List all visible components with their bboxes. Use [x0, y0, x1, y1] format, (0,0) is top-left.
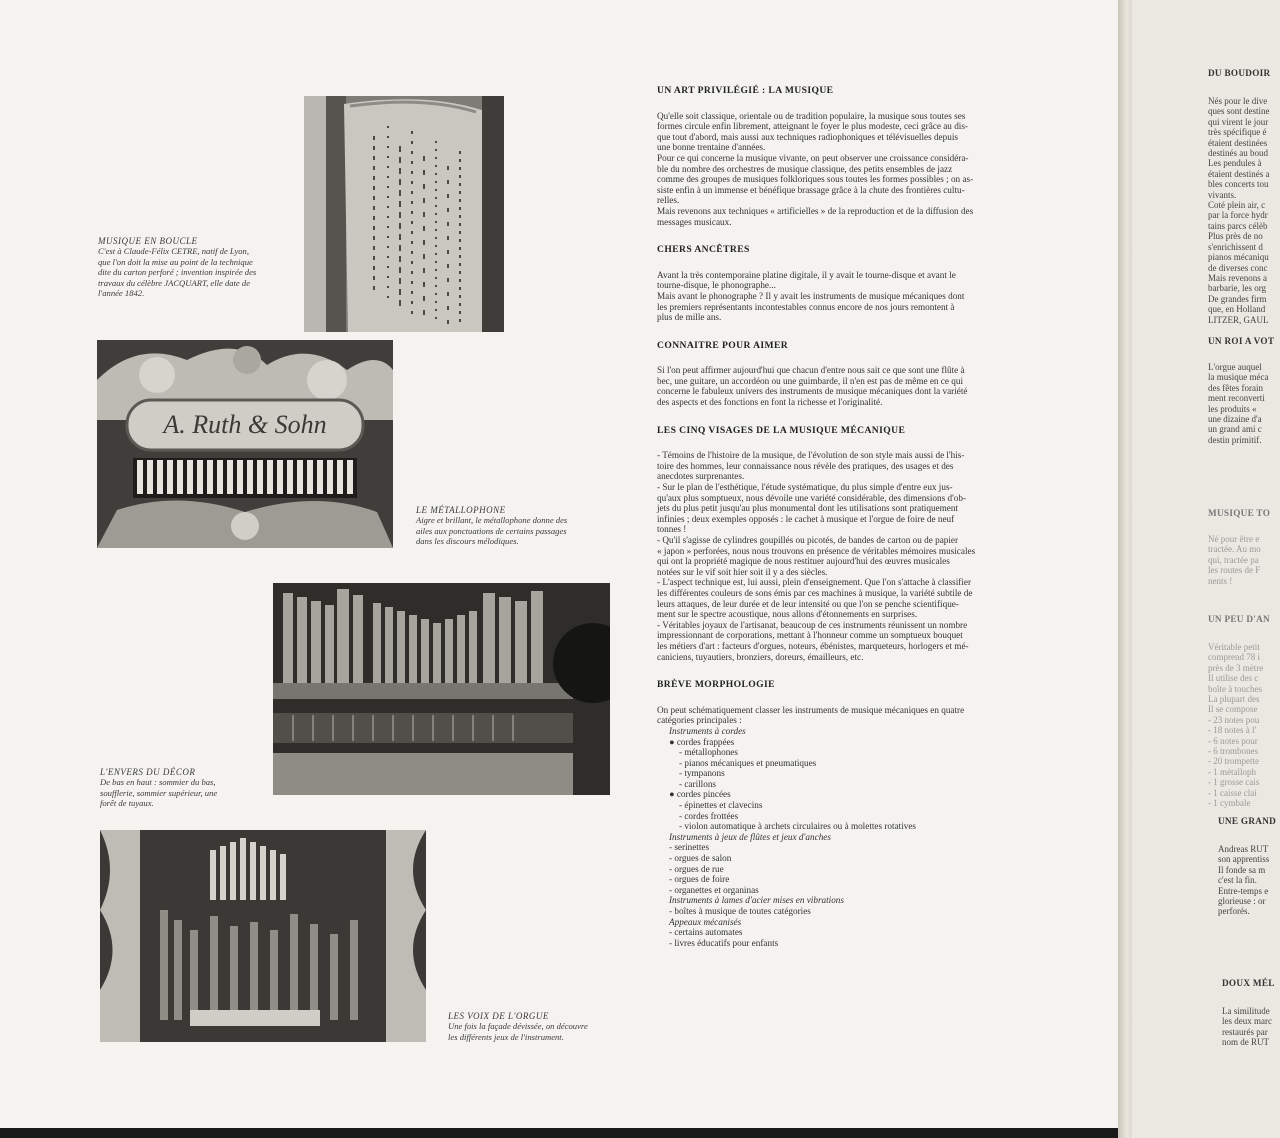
section-heading: CHERS ANCÊTRES: [657, 244, 750, 256]
rp-line: pianos mécaniqu: [1208, 252, 1269, 263]
rp-line: Il fonde sa m: [1218, 864, 1266, 875]
rp-line: - 20 trompette: [1208, 756, 1259, 767]
caption-metallophone: LE MÉTALLOPHONE Aigre et brillant, le métallophone donne des ailes aux ponctuations de certains passages dans les discours mélodiques.: [416, 505, 568, 547]
rp-line: De grandes firm: [1208, 293, 1267, 304]
rp-line: qui virent le jour: [1208, 116, 1269, 127]
rp-line: - 1 cymbale: [1208, 798, 1251, 809]
rp-line: très spécifique é: [1208, 127, 1267, 138]
page-gutter: [1118, 0, 1132, 1138]
rp-line: glorieuse : or: [1218, 896, 1266, 907]
rp-line: - 1 grosse cais: [1208, 777, 1260, 788]
rp-line: destin primitif.: [1208, 434, 1262, 445]
rp-line: étaient destinées: [1208, 137, 1268, 148]
rp-line: - 1 métalloph: [1208, 766, 1256, 777]
section-heading: UN ART PRIVILÉGIÉ : LA MUSIQUE: [657, 85, 834, 96]
section-breve-morphologie: BRÈVE MORPHOLOGIE On peut schématiquement classer les instruments de musique mécaniques en quatre catégories principales : Instruments à cordes ● cordes frappées - métallophones - pianos mécaniques et pneumatiques - tympanons - carillons ● cordes pincées - épinettes et clavecins - cordes frottées - violon automatique à archets circulaires ou à molettes rotatives Instruments à jeux de flûtes et jeux d'anches - serinettes - orgues de salon - orgues de rue - orgues de foire - organettes et organinas Instruments à lames d'acier mises en vibrations - boîtes à musique de toutes catégories Appeaux mécanisés - certains automates - livres éducatifs pour enfants: [657, 680, 1103, 948]
rp-line: Il utilise des c: [1208, 673, 1259, 684]
rp-line: Plus près de no: [1208, 231, 1263, 242]
rp-heading-grand: UNE GRAND: [1218, 816, 1277, 826]
rp-line: par la force hydr: [1208, 210, 1268, 221]
bullet-item: ● cordes pincées: [669, 789, 731, 800]
rp-line: ques sont destine: [1208, 106, 1270, 117]
rp-line: boîte à touches: [1208, 683, 1262, 694]
rp-line: Les pendules à: [1208, 158, 1262, 169]
rp-heading-boudoir: DU BOUDOIR: [1208, 68, 1271, 78]
rp-line: L'orgue auquel: [1208, 362, 1262, 372]
rp-line: la musique méca: [1208, 372, 1269, 383]
rp-line: les produits «: [1208, 403, 1257, 414]
bottom-edge: [0, 1128, 1118, 1138]
rp-text-5: [1218, 844, 1269, 917]
rp-line: - 23 notes pou: [1208, 714, 1260, 725]
rp-line: étaient destinés a: [1208, 168, 1270, 179]
section-heading: LES CINQ VISAGES DE LA MUSIQUE MÉCANIQUE: [657, 424, 906, 436]
rp-line: Mais revenons a: [1208, 272, 1267, 283]
rp-line: nents !: [1208, 575, 1233, 586]
section-heading: CONNAITRE POUR AIMER: [657, 339, 789, 351]
rp-line: Véritable petit: [1208, 642, 1260, 652]
photo-organ-back: [273, 583, 610, 795]
caption-music-loop: MUSIQUE EN BOUCLE C'est à Claude-Félix CETRE, natif de Lyon, que l'on doit la mise au point de la technique dite du carton perforé ; invention inspirée des travaux du célèbre JACQUART, elle date de l'année 1842.: [98, 236, 257, 299]
maker-lettering: A. Ruth & Sohn: [163, 410, 327, 439]
section-art-privilegie: UN ART PRIVILÉGIÉ : LA MUSIQUE Qu'elle soit classique, orientale ou de tradition populaire, la musique sous toutes ses formes circule enfin librement, atteignant le foyer le plus modeste, ceci grâce au dis- que tout d'abord, mais aussi aux techniques radiophoniques et télévisuelles depuis une bonne trentaine d'années. Pour ce qui concerne la musique vivante, on peut observer une croissance considéra- ble du nombre des orchestres de musique classique, des petits ensembles de jazz comme des groupes de musiques folkloriques sous toutes les formes possibles ; on as- siste enfin à un immense et bénéfique brassage grâce à la chute des frontières cultu- relles. Mais revenons aux techniques « artificielles » de la reproduction et de la diffusion des messages musicaux.: [657, 86, 1103, 227]
rp-line: qui, tractée pa: [1208, 554, 1259, 565]
rp-heading-musique: MUSIQUE TO: [1208, 508, 1271, 518]
rp-line: perforés.: [1218, 906, 1250, 917]
bullet-icon: ●: [669, 736, 675, 747]
rp-line: LITZER, GAUL: [1208, 314, 1269, 325]
rp-text-3: [1208, 534, 1261, 586]
rp-line: ment reconverti: [1208, 393, 1265, 404]
rp-text-2: [1208, 362, 1268, 445]
bullet-item: ● cordes frappées: [669, 736, 735, 747]
rp-text-6: [1222, 1006, 1272, 1048]
text-column: [657, 86, 1103, 966]
rp-line: de diverses conc: [1208, 262, 1268, 273]
photo-music-loop: [304, 96, 504, 332]
rp-line: Il se compose: [1208, 704, 1258, 715]
rp-line: restaurés par: [1222, 1026, 1268, 1037]
rp-heading-doux: DOUX MÉL: [1222, 978, 1275, 988]
rp-line: des fêtes forain: [1208, 382, 1263, 393]
rp-line: son apprentiss: [1218, 854, 1270, 865]
rp-line: Né pour être e: [1208, 534, 1260, 544]
bullet-icon: ●: [669, 789, 675, 800]
rp-line: un grand ami c: [1208, 424, 1262, 435]
right-page: [1132, 0, 1280, 1138]
photo-metallophone: [97, 340, 393, 548]
rp-line: comprend 78 i: [1208, 652, 1260, 663]
rp-line: - 1 caisse clai: [1208, 787, 1257, 798]
rp-line: c'est la fin.: [1218, 875, 1257, 886]
rp-line: - 18 notes à l': [1208, 725, 1257, 736]
rp-line: - 6 notes pour: [1208, 735, 1258, 746]
rp-line: tractée. Au mo: [1208, 544, 1261, 555]
section-connaitre: CONNAITRE POUR AIMER Si l'on peut affirmer aujourd'hui que chacun d'entre nous sait ce que sont une flûte à bec, une guitare, un accordéon ou une guimbarde, il n'en est pas de même en ce qui concerne le fabuleux univers des instruments de musique mécaniques dont la variété des aspects et des fonctions en font la richesse et l'originalité.: [657, 341, 1103, 408]
rp-heading-roi: UN ROI A VOT: [1208, 336, 1275, 346]
rp-line: La similitude: [1222, 1006, 1270, 1016]
rp-line: Entre-temps e: [1218, 885, 1269, 896]
rp-line: une dizaine d'a: [1208, 414, 1262, 425]
rp-line: que, en Holland: [1208, 304, 1266, 315]
rp-line: Coté plein air, c: [1208, 200, 1266, 211]
rp-line: barbarie, les org: [1208, 283, 1267, 294]
rp-line: les routes de F: [1208, 565, 1261, 576]
rp-heading-peu: UN PEU D'AN: [1208, 614, 1270, 624]
rp-line: Nés pour le dive: [1208, 96, 1268, 106]
rp-line: s'enrichissent d: [1208, 241, 1263, 252]
photo-organ-voices: [100, 830, 426, 1042]
rp-line: près de 3 mètre: [1208, 662, 1264, 673]
rp-line: nom de RUT: [1222, 1037, 1269, 1048]
caption-organ-back: L'ENVERS DU DÉCOR De bas en haut : sommier du bas, soufflerie, sommier supérieur, une forêt de tuyaux.: [100, 767, 218, 809]
rp-line: destinés au boud: [1208, 148, 1268, 159]
rp-line: tains parcs célèb: [1208, 220, 1268, 231]
section-cinq-visages: LES CINQ VISAGES DE LA MUSIQUE MÉCANIQUE - Témoins de l'histoire de la musique, de l'évolution de son style mais aussi de l'his- toire des hommes, leur connaissance nous révèle des pratiques, des usages et des anecdotes surprenantes. - Sur le plan de l'esthétique, l'étude systématique, du plus simple d'entre eux jus- qu'aux plus somptueux, nous dévoile une variété considérable, des dimensions d'ob- jets du plus petit jusqu'au plus monumental dont les utilisations sont pratiquement infinies ; deux exemples opposés : le cachet à musique et l'orgue de foire de neuf tonnes ! - Qu'il s'agisse de cylindres goupillés ou picotés, de bandes de carton ou de papier « japon » perforées, nous nous trouvons en présence de véritables mémoires musicales qui ont la propriété magique de nous restituer aujourd'hui des œuvres musicales notées sur le vif soit hier soit il y a des siècles. - L'aspect technique est, lui aussi, plein d'enseignement. Que l'on s'attache à classifier les différentes couleurs de sons émis par ces machines à musique, la variété subtile de leurs attaques, de leur durée et de leur intensité ou que l'on se penche scientifique- ment sur le spectre acoustique, nous allons d'étonnements en surprises. - Véritables joyaux de l'artisanat, beaucoup de ces instruments réunissent un nombre impressionnant de corporations, mettant à l'honneur comme un somptueux bouquet les métiers d'art : facteurs d'orgues, noteurs, ébénistes, marqueteurs, horlogers et mé- caniciens, tuyautiers, bronziers, doreurs, émailleurs, etc.: [657, 426, 1103, 662]
rp-text-1: [1208, 96, 1270, 325]
rp-line: - 6 trombones: [1208, 746, 1258, 757]
rp-line: les deux marc: [1222, 1016, 1272, 1027]
section-heading: BRÈVE MORPHOLOGIE: [657, 679, 775, 691]
rp-line: vivants.: [1208, 189, 1237, 200]
rp-line: bles concerts tou: [1208, 179, 1269, 190]
rp-line: La plupart des: [1208, 694, 1260, 705]
rp-line: Andreas RUT: [1218, 844, 1269, 854]
section-chers-ancetres: CHERS ANCÊTRES Avant la très contemporaine platine digitale, il y avait le tourne-disque et avant le tourne-disque, le phonographe... Mais avant le phonographe ? Il y avait les instruments de musique mécaniques dont les premiers représentants incontestables connus encore de nos jours remontent à plus de mille ans.: [657, 245, 1103, 323]
rp-text-4: [1208, 642, 1263, 809]
caption-organ-voices: LES VOIX DE L'ORGUE Une fois la façade dévissée, on découvre les différents jeux de l'instrument.: [448, 1011, 588, 1042]
